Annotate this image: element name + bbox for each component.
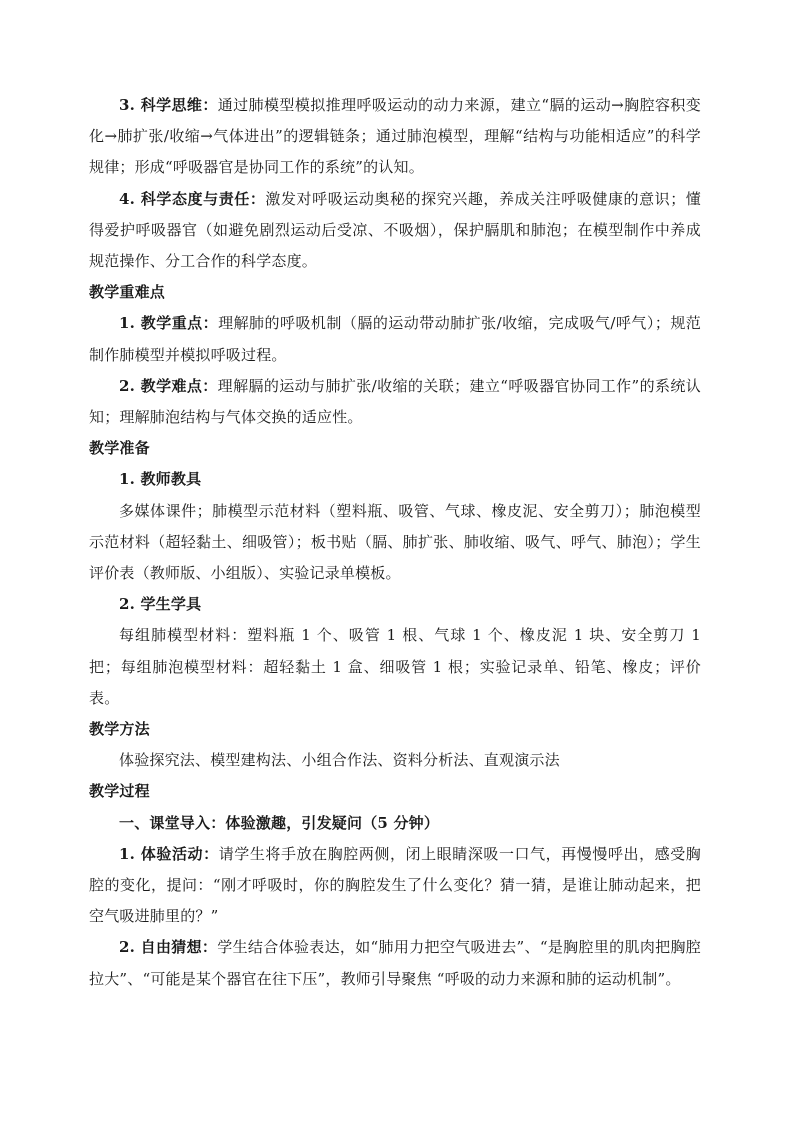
objective-scientific-attitude xyxy=(89,184,701,278)
objective-text: 激发对呼吸运动奥秘的探究兴趣，养成关注呼吸健康的意识；懂得爱护呼吸器官（如避免剧烈运动后受凉、不吸烟），保护膈肌和肺泡；在模型制作中养成规范操作、分工合作的科学态度。 xyxy=(89,189,701,271)
key-point-paragraph xyxy=(89,308,701,370)
intro-activity-paragraph xyxy=(89,839,701,933)
section-heading-process: 教学过程 xyxy=(89,782,150,801)
subheading-introduction: 一、课堂导入：体验激趣，引发疑问（5 分钟） xyxy=(119,813,440,832)
intro-guess-text: 学生结合体验表达，如“肺用力把空气吸进去”、“是胸腔里的肌肉把胸腔拉大”、“可能是某个器官在往下压”，教师引导聚焦 “呼吸的动力来源和肺的运动机制”。 xyxy=(89,938,702,988)
objective-scientific-thinking xyxy=(89,90,701,184)
intro-guess-label: 2. 自由猜想： xyxy=(119,938,218,957)
document-body xyxy=(89,90,701,995)
difficulty-label: 2. 教学难点： xyxy=(119,376,218,395)
teacher-materials-text: 多媒体课件；肺模型示范材料（塑料瓶、吸管、气球、橡皮泥、安全剪刀）；肺泡模型示范材料（超轻黏土、细吸管）；板书贴（膈、肺扩张、肺收缩、吸气、呼气、肺泡）；学生评价表（教师版、小组版）、实验记录单模板。 xyxy=(89,501,701,583)
section-heading-preparation: 教学准备 xyxy=(89,439,150,458)
subheading-student-materials: 2. 学生学具 xyxy=(119,595,202,614)
difficulty-text: 理解膈的运动与肺扩张/收缩的关联；建立“呼吸器官协同工作”的系统认知；理解肺泡结构与气体交换的适应性。 xyxy=(89,376,701,427)
section-heading-key-points: 教学重难点 xyxy=(89,283,166,302)
objective-text: 通过肺模型模拟推理呼吸运动的动力来源，建立“膈的运动→胸腔容积变化→肺扩张/收缩→气体进出”的逻辑链条；通过肺泡模型，理解“结构与功能相适应”的科学规律；形成“呼吸器官是协同工作的系统”的认知。 xyxy=(89,96,702,177)
intro-activity-text: 请学生将手放在胸腔两侧，闭上眼睛深吸一口气，再慢慢呼出，感受胸腔的变化，提问：“刚才呼吸时，你的胸腔发生了什么变化？猜一猜，是谁让肺动起来，把空气吸进肺里的？” xyxy=(89,844,701,926)
key-point-text: 理解肺的呼吸机制（膈的运动带动肺扩张/收缩，完成吸气/呼气）；规范制作肺模型并模拟呼吸过程。 xyxy=(89,314,701,364)
objective-label: 4. 科学态度与责任： xyxy=(119,189,266,208)
student-materials-text: 每组肺模型材料：塑料瓶 1 个、吸管 1 根、气球 1 个、橡皮泥 1 块、安全剪刀 1 把；每组肺泡模型材料：超轻黏土 1 盒、细吸管 1 根；实验记录单、铅笔、橡皮；评价表。 xyxy=(89,626,701,707)
section-heading-methods: 教学方法 xyxy=(89,720,150,739)
methods-text: 体验探究法、模型建构法、小组合作法、资料分析法、直观演示法 xyxy=(119,751,560,770)
difficulty-paragraph xyxy=(89,371,701,433)
key-point-label: 1. 教学重点： xyxy=(119,314,219,333)
subheading-teacher-materials: 1. 教师教具 xyxy=(119,470,202,489)
intro-guess-paragraph xyxy=(89,932,701,994)
objective-label: 3. 科学思维： xyxy=(119,96,218,114)
intro-activity-label: 1. 体验活动： xyxy=(119,844,219,863)
